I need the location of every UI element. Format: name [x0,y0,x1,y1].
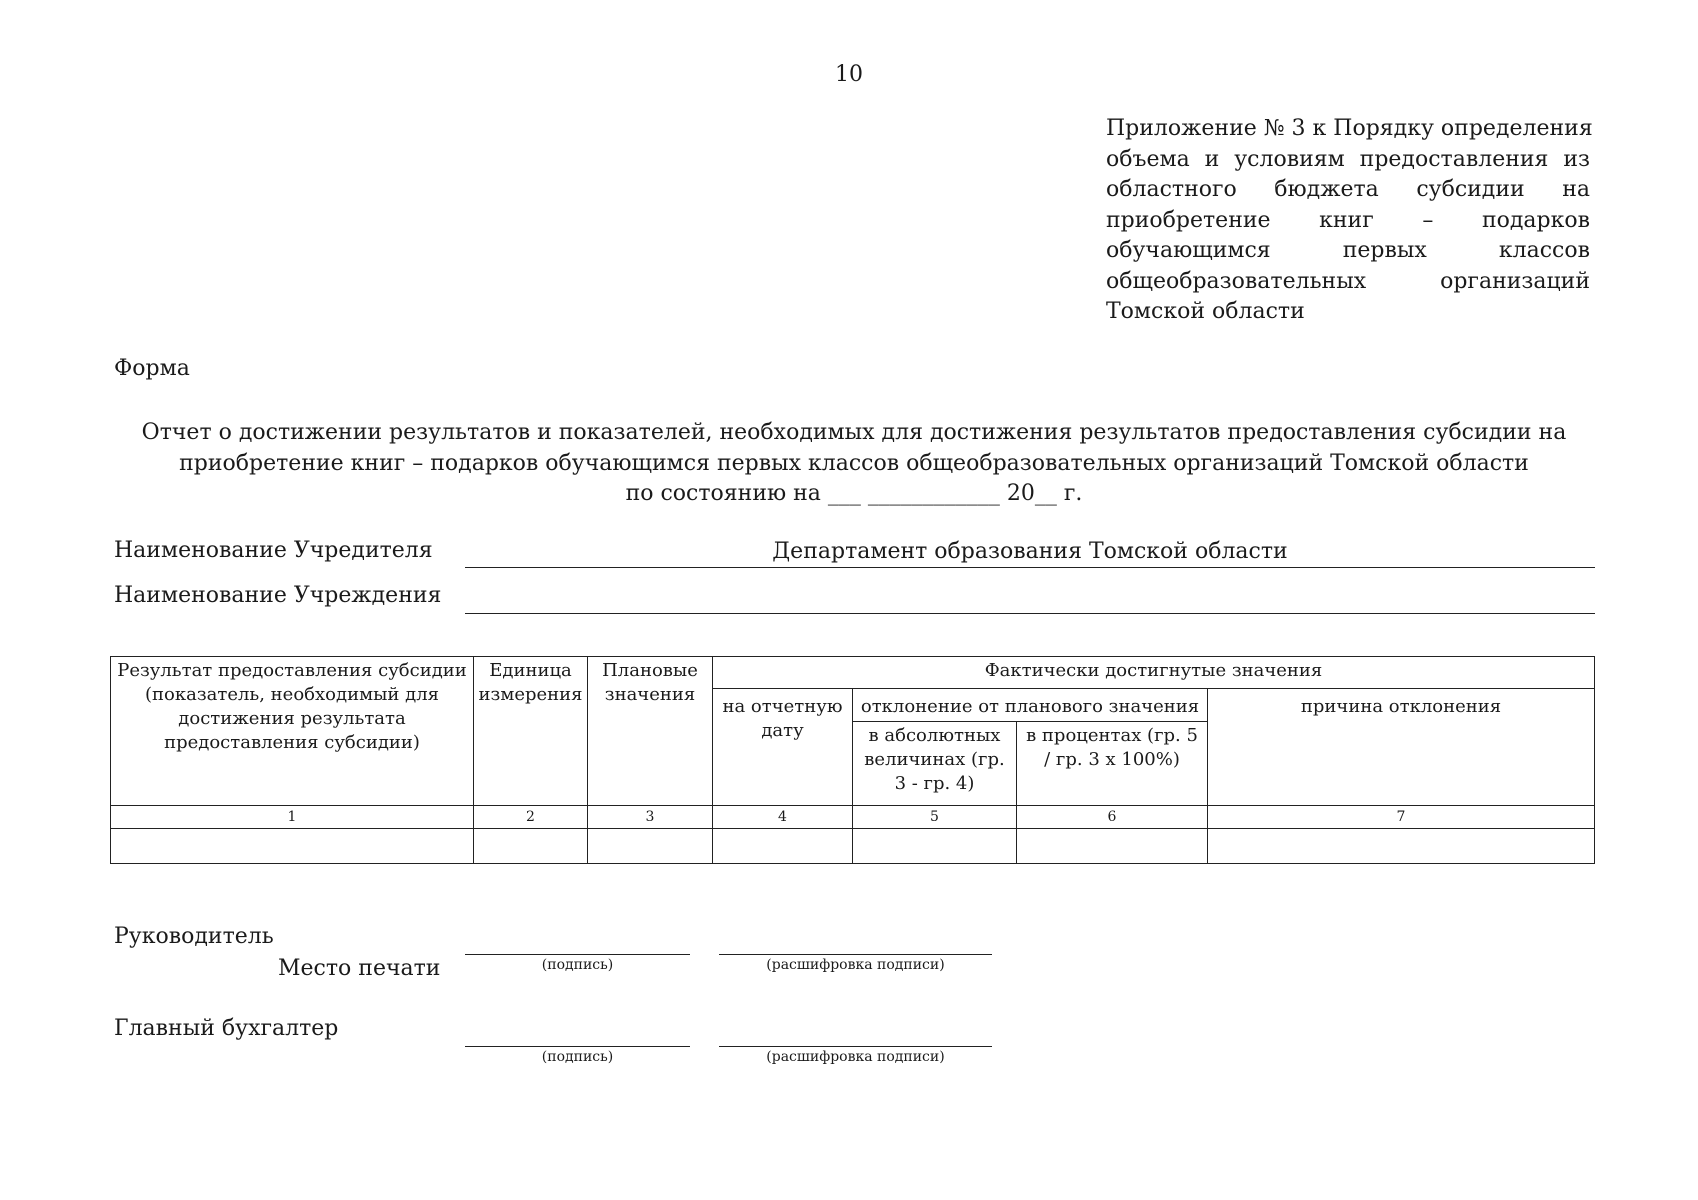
column-number: 7 [1208,806,1595,829]
column-number: 2 [474,806,588,829]
page-number: 10 [835,62,863,87]
column-number: 6 [1017,806,1208,829]
accountant-signature-caption: (подпись) [541,1049,614,1065]
header-actual: Фактически достигнутые значения [713,657,1595,689]
header-reason: причина отклонения [1208,689,1595,806]
table-cell[interactable] [713,829,853,864]
table-row [111,829,1595,864]
header-result: Результат предоставления субсидии (показатель, необходимый для достижения результата предоставления субсидии) [111,657,474,806]
annex-line: общеобразовательных организаций [1106,268,1590,294]
stamp-label: Место печати [278,956,441,981]
header-on-date: на отчетную дату [713,689,853,806]
annex-line: Приложение № 3 к Порядку определения [1106,116,1593,141]
head-label: Руководитель [114,924,274,949]
annex-note [1106,114,1593,328]
table-cell[interactable] [111,829,474,864]
head-decoding-line[interactable] [719,924,992,955]
head-signature-caption: (подпись) [541,957,614,973]
accountant-decoding-line[interactable] [719,1016,992,1047]
founder-field[interactable] [465,537,1595,568]
accountant-decoding-caption: (расшифровка подписи) [766,1049,945,1065]
founder-label: Наименование Учредителя [114,538,433,563]
header-planned: Плановые значения [588,657,713,806]
accountant-label: Главный бухгалтер [114,1016,339,1041]
institution-field[interactable] [465,583,1595,614]
form-label: Форма [114,356,190,381]
column-number: 1 [111,806,474,829]
annex-line: Томской области [1106,299,1305,324]
table-cell[interactable] [1017,829,1208,864]
annex-line: объема и условиям предоставления из [1106,146,1590,172]
table-cell[interactable] [588,829,713,864]
column-number: 5 [853,806,1017,829]
header-unit: Единица измерения [474,657,588,806]
column-number: 3 [588,806,713,829]
head-signature-line[interactable] [465,924,690,955]
table-cell[interactable] [853,829,1017,864]
accountant-signature-line[interactable] [465,1016,690,1047]
column-number: 4 [713,806,853,829]
title-date-line: по состоянию на ___ ____________ 20__ г. [625,481,1083,506]
report-title [114,418,1594,510]
title-line: Отчет о достижении результатов и показателей, необходимых для достижения результатов предоставления субсидии на [141,420,1567,445]
header-absolute: в абсолютных величинах (гр. 3 - гр. 4) [853,722,1017,806]
header-percent: в процентах (гр. 5 / гр. 3 х 100%) [1017,722,1208,806]
header-deviation: отклонение от планового значения [853,689,1208,722]
founder-value: Департамент образования Томской области [772,539,1288,564]
institution-label: Наименование Учреждения [114,583,442,608]
table-cell[interactable] [474,829,588,864]
annex-line: приобретение книг – подарков [1106,207,1590,233]
table-cell[interactable] [1208,829,1595,864]
report-table [110,656,1595,864]
annex-line: областного бюджета субсидии на [1106,177,1590,202]
annex-line: обучающимся первых классов [1106,238,1590,263]
title-line: приобретение книг – подарков обучающимся первых классов общеобразовательных организаций Томской области [179,450,1529,476]
head-decoding-caption: (расшифровка подписи) [766,957,945,973]
